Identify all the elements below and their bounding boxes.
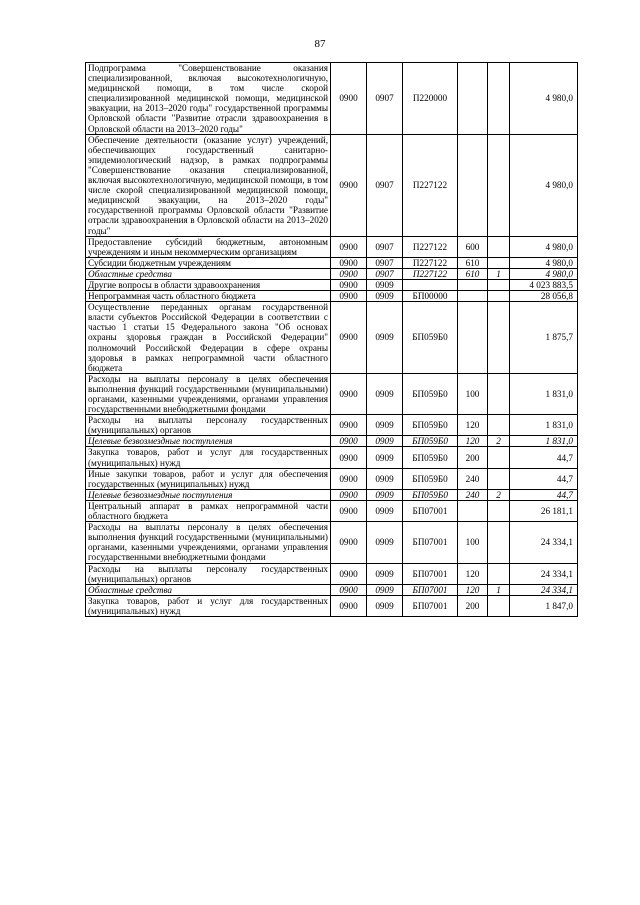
amount: 4 980,0: [510, 134, 578, 236]
amount: 44,7: [510, 447, 578, 468]
funding-source-code: [488, 279, 510, 290]
subsection-code: 0907: [367, 63, 403, 135]
funding-source-code: 2: [488, 436, 510, 447]
expense-description: Закупка товаров, работ и услуг для государственных (муниципальных) нужд: [86, 595, 331, 616]
expense-description: Областные средства: [86, 268, 331, 279]
expense-type-code: [458, 500, 488, 521]
target-article-code: П227122: [403, 236, 458, 257]
section-code: 0900: [331, 279, 367, 290]
table-row: [86, 134, 578, 236]
table-row: [86, 302, 578, 374]
expense-type-code: 120: [458, 436, 488, 447]
table-row: [86, 595, 578, 616]
subsection-code: 0909: [367, 447, 403, 468]
table-row: [86, 447, 578, 468]
target-article-code: БП07001: [403, 595, 458, 616]
table-row: [86, 236, 578, 257]
expense-type-code: 240: [458, 489, 488, 500]
funding-source-code: [488, 563, 510, 584]
expense-description: Другие вопросы в области здравоохранения: [86, 279, 331, 290]
target-article-code: БП07001: [403, 584, 458, 595]
table-row: [86, 257, 578, 268]
amount: 24 334,1: [510, 563, 578, 584]
section-code: 0900: [331, 489, 367, 500]
target-article-code: П220000: [403, 63, 458, 135]
funding-source-code: [488, 415, 510, 436]
subsection-code: 0909: [367, 584, 403, 595]
table-row: [86, 279, 578, 290]
expense-type-code: 600: [458, 236, 488, 257]
expense-type-code: 610: [458, 268, 488, 279]
expense-description: Обеспечение деятельности (оказание услуг) учреждений, обеспечивающих государственный санитарно-эпидемиологический надзор, в рамках подпрограммы "Совершенствование оказания специализированной, включая высокотехнологичную, медицинской помощи, в том числе скорой специализированной медицинской помощи, медицинской эвакуации, на 2013–2020 годы" государственной программы Орловской области "Развитие отрасли здравоохранения в Орловской области на 2013–2020 годы": [86, 134, 331, 236]
table-row: [86, 468, 578, 489]
expense-type-code: 200: [458, 595, 488, 616]
expense-description: Расходы на выплаты персоналу государственных (муниципальных) органов: [86, 415, 331, 436]
funding-source-code: [488, 257, 510, 268]
expense-type-code: 200: [458, 447, 488, 468]
section-code: 0900: [331, 468, 367, 489]
amount: 1 831,0: [510, 415, 578, 436]
expense-type-code: [458, 291, 488, 302]
target-article-code: БП059Б0: [403, 447, 458, 468]
table-row: [86, 63, 578, 135]
section-code: 0900: [331, 63, 367, 135]
amount: 1 831,0: [510, 436, 578, 447]
amount: 24 334,1: [510, 522, 578, 563]
expense-description: Центральный аппарат в рамках непрограммной части областного бюджета: [86, 500, 331, 521]
section-code: 0900: [331, 447, 367, 468]
amount: 28 056,8: [510, 291, 578, 302]
table-row: [86, 522, 578, 563]
expense-type-code: 120: [458, 584, 488, 595]
section-code: 0900: [331, 257, 367, 268]
amount: 1 831,0: [510, 373, 578, 414]
section-code: 0900: [331, 436, 367, 447]
amount: 4 980,0: [510, 63, 578, 135]
expense-description: Закупка товаров, работ и услуг для государственных (муниципальных) нужд: [86, 447, 331, 468]
section-code: 0900: [331, 302, 367, 374]
amount: 44,7: [510, 489, 578, 500]
funding-source-code: 1: [488, 584, 510, 595]
table-row: [86, 291, 578, 302]
expense-description: Осуществление переданных органам государственной власти субъектов Российской Федерации в соответствии с частью 1 статьи 15 Федерального закона "Об основах охраны здоровья граждан в Российской Федерации" полномочий Российской Федерации в сфере охраны здоровья в рамках непрограммной части областного бюджета: [86, 302, 331, 374]
target-article-code: БП07001: [403, 563, 458, 584]
funding-source-code: [488, 447, 510, 468]
target-article-code: П227122: [403, 268, 458, 279]
funding-source-code: [488, 500, 510, 521]
budget-table: [85, 62, 578, 617]
funding-source-code: [488, 595, 510, 616]
target-article-code: БП00000: [403, 291, 458, 302]
target-article-code: БП059Б0: [403, 415, 458, 436]
expense-description: Расходы на выплаты персоналу государственных (муниципальных) органов: [86, 563, 331, 584]
funding-source-code: [488, 468, 510, 489]
target-article-code: [403, 279, 458, 290]
target-article-code: БП059Б0: [403, 373, 458, 414]
amount: 26 181,1: [510, 500, 578, 521]
target-article-code: П227122: [403, 134, 458, 236]
subsection-code: 0909: [367, 522, 403, 563]
subsection-code: 0909: [367, 595, 403, 616]
funding-source-code: 1: [488, 268, 510, 279]
table-row: [86, 500, 578, 521]
amount: 4 980,0: [510, 236, 578, 257]
target-article-code: БП07001: [403, 522, 458, 563]
expense-type-code: 100: [458, 522, 488, 563]
funding-source-code: [488, 373, 510, 414]
expense-type-code: [458, 63, 488, 135]
subsection-code: 0909: [367, 373, 403, 414]
expense-type-code: 120: [458, 563, 488, 584]
target-article-code: БП059Б0: [403, 436, 458, 447]
expense-type-code: [458, 134, 488, 236]
subsection-code: 0909: [367, 436, 403, 447]
amount: 4 980,0: [510, 257, 578, 268]
amount: 4 980,0: [510, 268, 578, 279]
expense-type-code: 100: [458, 373, 488, 414]
target-article-code: БП07001: [403, 500, 458, 521]
subsection-code: 0909: [367, 489, 403, 500]
funding-source-code: [488, 134, 510, 236]
amount: 1 847,0: [510, 595, 578, 616]
subsection-code: 0907: [367, 134, 403, 236]
table-row: [86, 489, 578, 500]
subsection-code: 0907: [367, 257, 403, 268]
expense-description: Областные средства: [86, 584, 331, 595]
table-row: [86, 584, 578, 595]
funding-source-code: [488, 236, 510, 257]
page-number: 87: [314, 38, 326, 50]
section-code: 0900: [331, 500, 367, 521]
table-row: [86, 436, 578, 447]
subsection-code: 0909: [367, 279, 403, 290]
target-article-code: БП059Б0: [403, 302, 458, 374]
section-code: 0900: [331, 595, 367, 616]
target-article-code: БП059Б0: [403, 489, 458, 500]
section-code: 0900: [331, 584, 367, 595]
section-code: 0900: [331, 522, 367, 563]
funding-source-code: [488, 291, 510, 302]
funding-source-code: [488, 63, 510, 135]
expense-description: Непрограммная часть областного бюджета: [86, 291, 331, 302]
section-code: 0900: [331, 236, 367, 257]
amount: 24 334,1: [510, 584, 578, 595]
target-article-code: БП059Б0: [403, 468, 458, 489]
table-row: [86, 268, 578, 279]
section-code: 0900: [331, 563, 367, 584]
target-article-code: П227122: [403, 257, 458, 268]
subsection-code: 0909: [367, 468, 403, 489]
expense-type-code: 610: [458, 257, 488, 268]
expense-type-code: [458, 279, 488, 290]
subsection-code: 0907: [367, 236, 403, 257]
subsection-code: 0909: [367, 415, 403, 436]
section-code: 0900: [331, 134, 367, 236]
expense-description: Расходы на выплаты персоналу в целях обеспечения выполнения функций государственными (муниципальными) органами, казенными учреждениями, органами управления государственными внебюджетными фондами: [86, 373, 331, 414]
subsection-code: 0907: [367, 268, 403, 279]
section-code: 0900: [331, 373, 367, 414]
subsection-code: 0909: [367, 500, 403, 521]
table-row: [86, 373, 578, 414]
expense-type-code: 120: [458, 415, 488, 436]
funding-source-code: [488, 302, 510, 374]
table-row: [86, 563, 578, 584]
funding-source-code: 2: [488, 489, 510, 500]
section-code: 0900: [331, 415, 367, 436]
expense-description: Целевые безвозмездные поступления: [86, 436, 331, 447]
subsection-code: 0909: [367, 291, 403, 302]
expense-description: Расходы на выплаты персоналу в целях обеспечения выполнения функций государственными (муниципальными) органами, казенными учреждениями, органами управления государственными внебюджетными фондами: [86, 522, 331, 563]
amount: 4 023 883,5: [510, 279, 578, 290]
amount: 1 875,7: [510, 302, 578, 374]
subsection-code: 0909: [367, 563, 403, 584]
funding-source-code: [488, 522, 510, 563]
table-row: [86, 415, 578, 436]
section-code: 0900: [331, 291, 367, 302]
expense-description: Подпрограмма "Совершенствование оказания специализированной, включая высокотехнологичную, медицинской помощи, в том числе скорой специализированной медицинской помощи, медицинской эвакуации, на 2013–2020 годы" государственной программы Орловской области "Развитие отрасли здравоохранения в Орловской области на 2013–2020 годы": [86, 63, 331, 135]
expense-type-code: 240: [458, 468, 488, 489]
subsection-code: 0909: [367, 302, 403, 374]
expense-description: Целевые безвозмездные поступления: [86, 489, 331, 500]
amount: 44,7: [510, 468, 578, 489]
section-code: 0900: [331, 268, 367, 279]
expense-description: Предоставление субсидий бюджетным, автономным учреждениям и иным некоммерческим организациям: [86, 236, 331, 257]
expense-description: Субсидии бюджетным учреждениям: [86, 257, 331, 268]
expense-description: Иные закупки товаров, работ и услуг для обеспечения государственных (муниципальных) нужд: [86, 468, 331, 489]
expense-type-code: [458, 302, 488, 374]
